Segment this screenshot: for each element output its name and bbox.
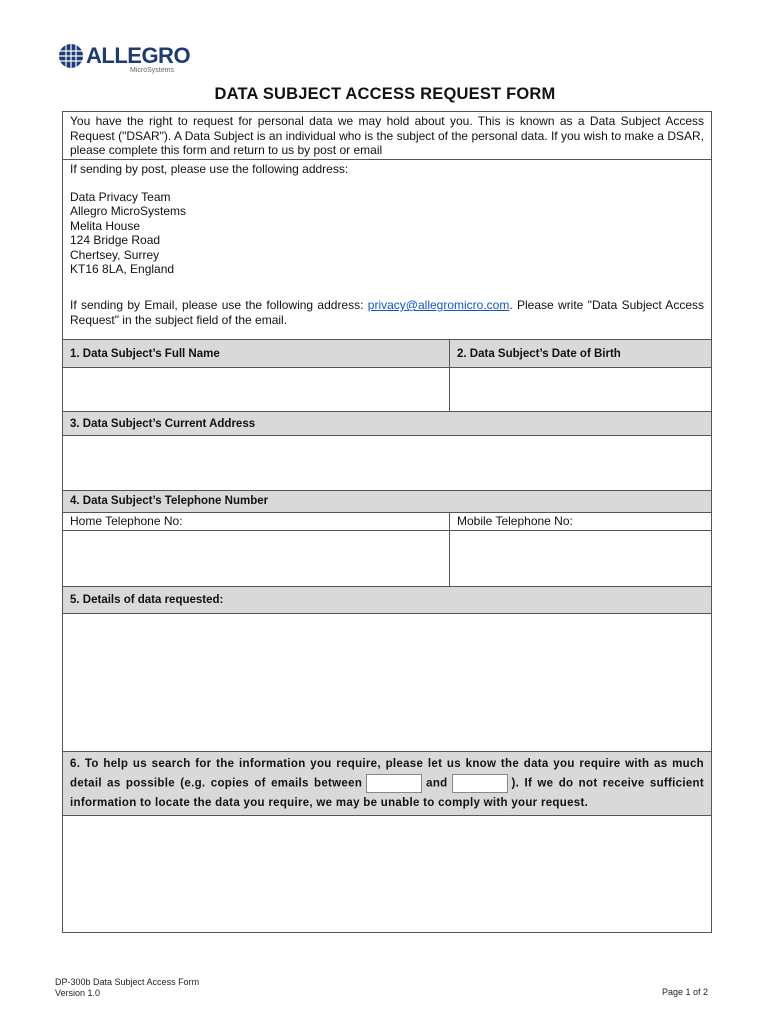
mobile-phone-field[interactable] xyxy=(449,531,711,587)
email-from-field[interactable] xyxy=(366,774,422,793)
home-phone-field[interactable] xyxy=(63,531,449,587)
section-1-label: 1. Data Subject’s Full Name xyxy=(70,348,220,360)
address-line: Melita House xyxy=(70,218,141,233)
section-6-text-1: 6. To help us search for the information you require, please let us know the data you require with as much detail as possible (e.g. copies of emails between xyxy=(70,758,704,790)
section-6-and: and xyxy=(426,777,448,790)
date-of-birth-field[interactable] xyxy=(449,368,711,412)
post-section xyxy=(63,160,711,288)
section-4-header xyxy=(63,491,711,513)
logo-subtext: MicroSystems xyxy=(130,67,174,74)
address-line: Data Privacy Team xyxy=(70,189,171,204)
section-6-text-2: ). If we do not receive sufficient information to locate the data you require, we may be unable to comply with your request. xyxy=(70,777,704,809)
privacy-email-link[interactable]: privacy@allegromicro.com xyxy=(367,298,510,312)
address-line: 124 Bridge Road xyxy=(70,233,161,247)
footer-doc-info xyxy=(55,977,199,999)
section-3-header xyxy=(63,412,711,436)
intro-paragraph: You have the right to request for personal data we may hold about you. This is known as a Data Subject Access Request ("DSAR"). A Data Subject is an individual who is the subject of the personal data. If you wish to make a DSAR, please complete this form and return to us by post or email xyxy=(70,114,704,157)
post-heading: If sending by post, please use the following address: xyxy=(70,162,349,176)
email-to-field[interactable] xyxy=(452,774,508,793)
data-details-field[interactable] xyxy=(63,614,711,752)
email-after: . Please write "Data Subject Access Request" in the subject field of the email. xyxy=(70,298,704,327)
section-2-label: 2. Data Subject’s Date of Birth xyxy=(457,348,621,360)
section-3-label: 3. Data Subject’s Current Address xyxy=(70,418,256,430)
globe-icon xyxy=(58,43,84,69)
email-before: If sending by Email, please use the following address: xyxy=(70,298,364,312)
section-5-label: 5. Details of data requested: xyxy=(70,594,224,606)
footer-version: Version 1.0 xyxy=(55,988,101,998)
home-phone-label-cell xyxy=(63,513,449,531)
address-line: KT16 8LA, England xyxy=(70,262,175,276)
current-address-field[interactable] xyxy=(63,436,711,491)
full-name-field[interactable] xyxy=(63,368,449,412)
home-phone-label: Home Telephone No: xyxy=(70,514,183,528)
section-5-header xyxy=(63,587,711,614)
dsar-form xyxy=(62,111,712,933)
address-line: Chertsey, Surrey xyxy=(70,247,160,262)
company-logo xyxy=(58,43,198,77)
address-line: Allegro MicroSystems xyxy=(70,204,187,218)
mobile-phone-label: Mobile Telephone No: xyxy=(457,514,573,528)
section-2-header xyxy=(449,340,711,368)
logo-wordmark: ALLEGRO xyxy=(86,43,191,68)
footer-page-number: Page 1 of 2 xyxy=(661,987,708,997)
search-details-field[interactable] xyxy=(63,816,711,932)
intro-text xyxy=(63,112,711,160)
footer-doc-id: DP-300b Data Subject Access Form xyxy=(55,977,200,987)
mobile-phone-label-cell xyxy=(449,513,711,531)
section-4-label: 4. Data Subject’s Telephone Number xyxy=(70,495,269,507)
page-title: DATA SUBJECT ACCESS REQUEST FORM xyxy=(214,85,556,103)
section-6-header xyxy=(63,752,711,816)
email-section xyxy=(63,288,711,340)
